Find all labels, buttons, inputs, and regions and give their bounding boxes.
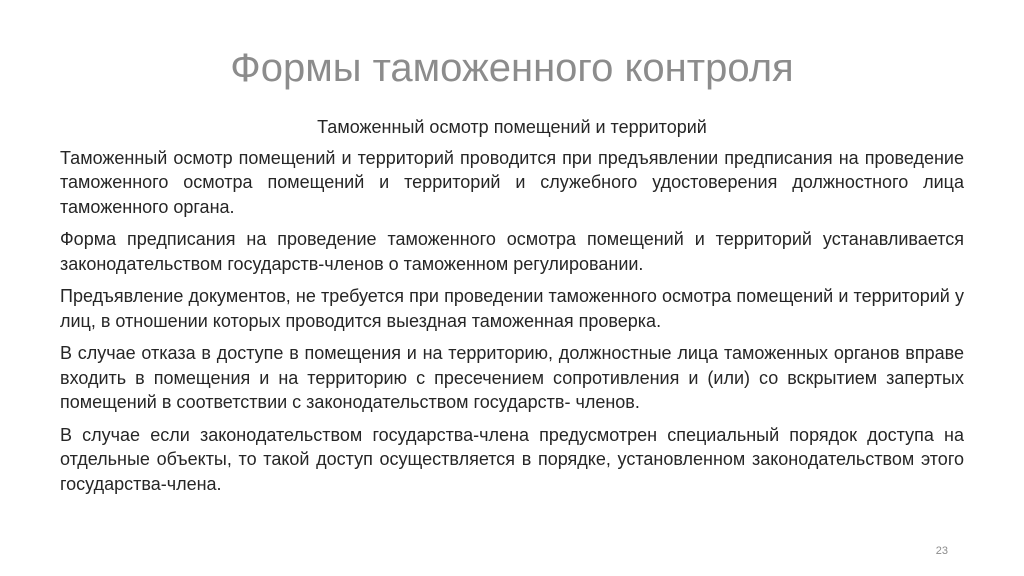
paragraph-1: Таможенный осмотр помещений и территорий проводится при предъявлении предписания на проведение таможенного осмотра помещений и территорий и служебного удостоверения должностного лица таможенного органа. [60,147,964,217]
slide-title: Формы таможенного контроля [230,46,794,90]
slide-content [60,115,964,504]
page-number: 23 [935,545,948,557]
paragraph-5: В случае если законодательством государства-члена предусмотрен специальный порядок доступа на отдельные объекты, то такой доступ осуществляется в порядке, установленном законодательством этого государства-члена. [60,424,964,494]
slide-subtitle: Таможенный осмотр помещений и территорий [317,117,707,137]
paragraph-4: В случае отказа в доступе в помещения и на территорию, должностные лица таможенных органов вправе входить в помещения и на территорию с пресечением сопротивления и (или) со вскрытием запертых помещений в соответствии с законодательством государств- членов. [60,343,964,412]
paragraph-3: Предъявление документов, не требуется при проведении таможенного осмотра помещений и территорий у лиц, в отношении которых проводится выездная таможенная проверка. [60,286,964,331]
paragraph-2: Форма предписания на проведение таможенного осмотра помещений и территорий устанавливается законодательством государств-членов о таможенном регулировании. [60,229,964,274]
